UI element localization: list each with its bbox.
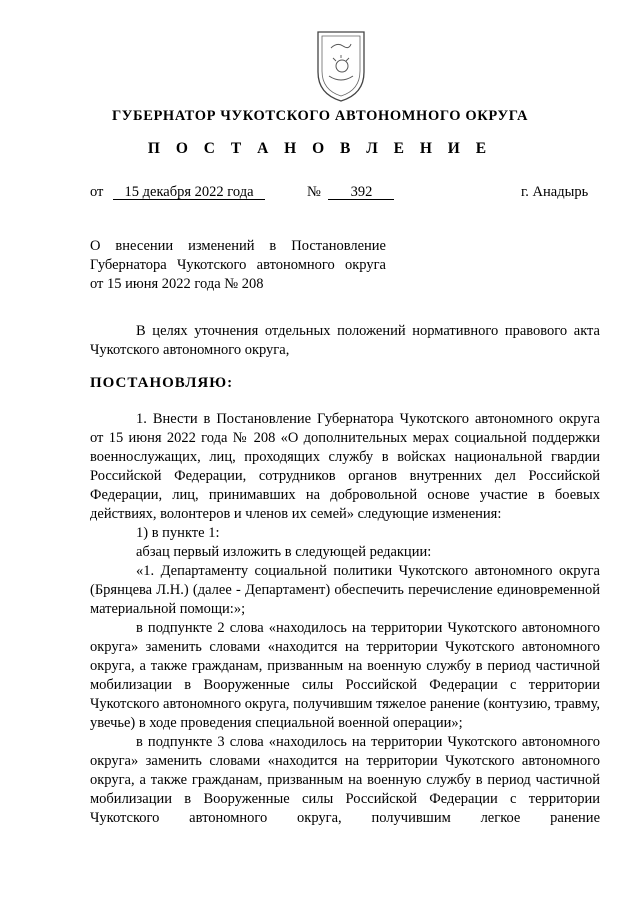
date-line <box>90 184 265 201</box>
number-label: № <box>307 184 321 200</box>
paragraph: 1) в пункте 1: <box>136 525 220 541</box>
document-date: 15 декабря 2022 года <box>113 185 265 200</box>
preamble-paragraph: В целях уточнения отдельных положений нормативного правового акта Чукотского автономного округа, <box>90 323 600 358</box>
from-label: от <box>90 184 104 200</box>
document-number: 392 <box>328 185 394 200</box>
paragraph: 1. Внести в Постановление Губернатора Чукотского автономного округа от 15 июня 2022 года № 208 «О дополнительных мерах социальной поддержки военнослужащих, лиц, проходящих службу в войсках национальной гвардии Российской Федерации, сотрудников органов внутренних дел Российской Федерации, лиц, принимавших на добровольной основе участие в боевых действиях, волонтеров и членов их семей» следующие изменения: <box>90 411 600 522</box>
paragraph: «1. Департаменту социальной политики Чукотского автономного округа (Брянцева Л.Н.) (далее - Департамент) обеспечить перечисление единовременной материальной помощи:»; <box>90 563 600 617</box>
body-text <box>90 410 600 828</box>
paragraph: в подпункте 2 слова «находилось на территории Чукотского автономного округа» заменить словами «находится на территории Чукотского автономного округа, а также гражданам, призванным на военную службу в период частичной мобилизации в Вооруженные силы Российской Федерации с территории Чукотского автономного округа, получившим тяжелое ранение (контузию, травму, увечье) в ходе проведения специальной военной операции»; <box>90 620 600 731</box>
document-place: г. Анадырь <box>521 184 589 200</box>
number-line <box>307 184 394 201</box>
title-line: О внесении изменений в Постановление <box>90 238 386 254</box>
paragraph: в подпункте 3 слова «находилось на территории Чукотского автономного округа» заменить словами «находится на территории Чукотского автономного округа, а также гражданам, призванным на военную службу в период частичной мобилизации в Вооруженные силы Российской Федерации с территории Чукотского автономного округа, получившим легкое ранение <box>90 734 600 826</box>
coat-of-arms-emblem <box>313 28 369 104</box>
document-type-heading: П О С Т А Н О В Л Е Н И Е <box>147 140 493 157</box>
authority-heading: ГУБЕРНАТОР ЧУКОТСКОГО АВТОНОМНОГО ОКРУГА <box>111 108 529 124</box>
document-title <box>90 237 386 294</box>
decree-heading: ПОСТАНОВЛЯЮ: <box>90 375 234 391</box>
title-line: от 15 июня 2022 года № 208 <box>90 276 264 292</box>
paragraph: абзац первый изложить в следующей редакции: <box>136 544 432 560</box>
title-line: Губернатора Чукотского автономного округа <box>90 257 386 273</box>
